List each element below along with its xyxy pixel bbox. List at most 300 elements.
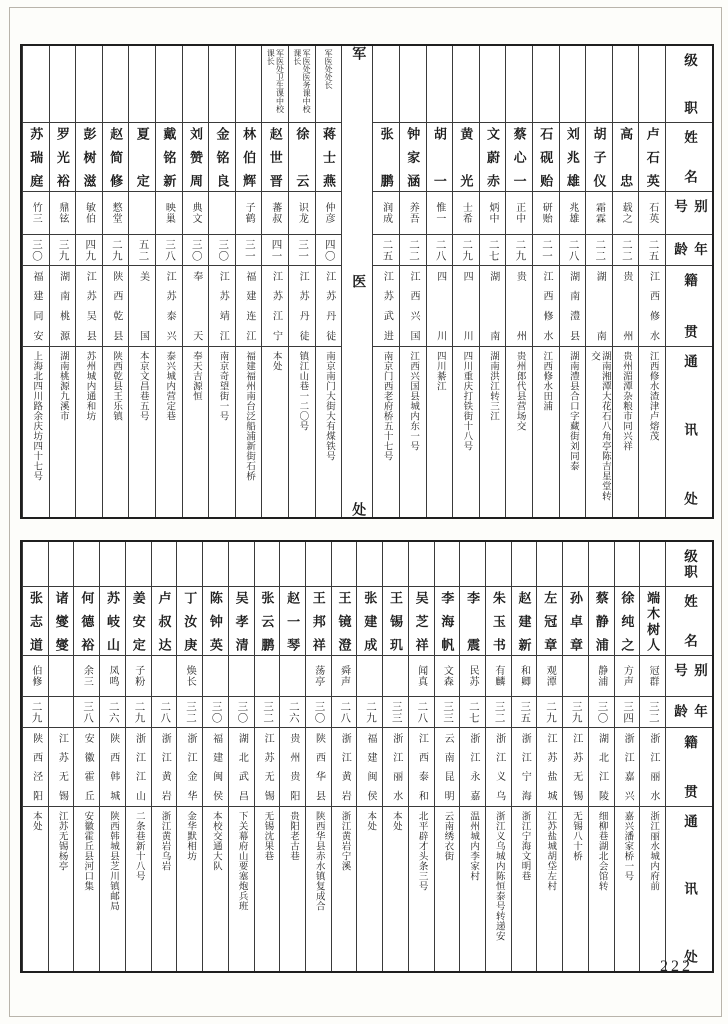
origin-value: 湖北武昌 [236,733,248,801]
address-value: 细柳巷湖北会馆转 [596,811,607,891]
address-cell [129,346,155,513]
age-cell [639,234,665,265]
address-value: 浙江黄岩宁溪 [339,811,350,871]
address-value: 本处 [270,351,281,371]
address-cell [400,346,426,513]
name-cell [177,586,202,655]
header-alias-cell [666,655,712,696]
name-cell [100,586,125,655]
name-value: 诸燮燮 [53,591,69,651]
name-value: 赵一琴 [285,591,301,651]
name-cell [152,586,177,655]
name-cell [639,122,665,191]
origin-cell [400,265,426,346]
person-column [485,542,511,971]
rank-cell [76,46,102,122]
name-value: 端木树人 [645,591,661,651]
origin-cell [512,727,537,806]
person-column [479,46,506,517]
name-value: 石砚贻 [538,127,554,187]
person-column [49,46,76,517]
age-value: 三〇 [313,701,325,723]
age-value: 三〇 [217,239,229,261]
address-value: 浙江丽水城内府前 [648,811,659,891]
age-value: 三一 [297,239,309,261]
address-cell [280,806,305,971]
age-value: 二二 [594,239,606,261]
alias-value: 凤鸣 [107,665,119,687]
person-column [639,542,665,971]
rank-cell [373,46,399,122]
rank-cell [129,46,155,122]
person-column [562,542,588,971]
origin-value: 浙江丽水 [647,733,659,801]
alias-cell [209,191,235,234]
alias-value: 文森 [441,665,453,687]
header-column [665,542,712,971]
origin-cell [427,265,453,346]
address-cell [512,806,537,971]
address-cell [177,806,202,971]
alias-cell [400,191,426,234]
address-value: 贵州湄潭杂粮市同兴祥 [621,351,632,451]
name-value: 蒋士燕 [320,127,336,187]
origin-value: 浙江永嘉 [467,733,479,801]
origin-cell [129,265,155,346]
origin-cell [289,265,315,346]
header-rank-cell [666,542,712,586]
alias-cell [615,655,640,696]
address-value: 湖南洪江转三江 [488,351,498,421]
age-cell [613,234,639,265]
origin-value: 四川 [434,271,446,341]
address-cell [236,346,262,513]
origin-value: 江西修水 [647,271,659,341]
person-column [288,46,315,517]
name-cell [262,122,288,191]
origin-value: 江苏丹徒 [297,271,309,341]
header-origin-cell [666,727,712,806]
person-column [315,46,342,517]
name-value: 林伯辉 [241,127,257,187]
address-cell [289,346,315,513]
rank-cell [533,46,559,122]
age-cell [537,696,562,727]
address-value: 本处 [30,811,41,831]
origin-cell [23,265,49,346]
person-column [99,542,125,971]
alias-value: 舜声 [338,665,350,687]
person-column [208,46,235,517]
origin-value: 江苏江宁 [270,271,282,341]
address-value: 四川重庆打铁街十八号 [461,351,472,451]
age-cell [23,234,49,265]
address-value: 本处 [365,811,376,831]
alias-cell [357,655,382,696]
origin-value: 美国 [137,271,149,341]
address-cell [640,806,665,971]
alias-value: 映巢 [163,202,175,224]
name-cell [289,122,315,191]
alias-cell [76,191,102,234]
address-cell [373,346,399,513]
section-column [341,46,372,517]
name-value: 苏岐山 [105,591,121,651]
age-value: 二九 [545,701,557,723]
age-cell [512,696,537,727]
age-value: 三八 [164,239,176,261]
name-cell [23,122,49,191]
person-column [125,542,151,971]
alias-cell [316,191,342,234]
address-cell [563,806,588,971]
person-column [102,46,129,517]
rank-cell [589,542,614,586]
person-column [559,46,586,517]
origin-value: 奉天 [190,271,202,341]
alias-cell [306,655,331,696]
address-cell [183,346,209,513]
alias-cell [236,191,262,234]
person-column [408,542,434,971]
alias-cell [103,191,129,234]
alias-value: 研贻 [540,202,552,224]
alias-cell [639,191,665,234]
address-cell [639,346,665,513]
header-address-label: 通讯处 [682,354,697,506]
roster-table-top [20,44,714,519]
age-cell [76,234,102,265]
name-value: 张建成 [362,591,378,651]
rank-cell [453,46,479,122]
origin-value: 四川 [461,271,473,341]
name-cell [126,586,151,655]
origin-cell [183,265,209,346]
origin-value: 陕西泾阳 [30,733,42,801]
age-cell [280,696,305,727]
address-cell [255,806,280,971]
origin-value: 陕西韩城 [107,733,119,801]
origin-cell [23,727,48,806]
alias-cell [537,655,562,696]
age-value: 四〇 [323,239,335,261]
age-cell [74,696,99,727]
name-value: 金铭良 [214,127,230,187]
address-cell [203,806,228,971]
alias-value: 伯修 [29,665,41,687]
address-cell [126,806,151,971]
address-cell [486,806,511,971]
person-column [612,46,639,517]
alias-cell [613,191,639,234]
origin-value: 浙江金华 [184,733,196,801]
origin-value: 江苏无锡 [56,733,68,801]
address-value: 四川綦江 [434,351,445,391]
alias-cell [229,655,254,696]
age-value: 二八 [416,701,428,723]
origin-cell [373,265,399,346]
origin-cell [460,727,485,806]
name-cell [373,122,399,191]
origin-cell [177,727,202,806]
age-cell [533,234,559,265]
origin-value: 安徽霍丘 [82,733,94,801]
age-value: 三〇 [190,239,202,261]
name-cell [589,586,614,655]
address-value: 本处 [390,811,401,831]
name-cell [280,586,305,655]
name-value: 何德裕 [79,591,95,651]
name-value: 彭树滋 [81,127,97,187]
origin-cell [209,265,235,346]
address-value: 温州城内李家村 [468,811,479,881]
age-cell [177,696,202,727]
address-value: 福建福州南台泛船浦新街石桥 [244,351,255,481]
rank-cell [306,542,331,586]
origin-value: 江西兴国 [407,271,419,341]
age-value: 二九 [133,701,145,723]
rank-cell [289,46,315,122]
age-value: 二八 [434,239,446,261]
age-value: 三九 [570,701,582,723]
origin-value: 浙江丽水 [390,733,402,801]
age-cell [589,696,614,727]
age-value: 二九 [461,239,473,261]
name-cell [229,586,254,655]
age-value: 二六 [107,701,119,723]
rank-cell [409,542,434,586]
address-cell [357,806,382,971]
address-value: 无锡八十桥 [570,811,581,861]
alias-value: 荡亭 [312,665,324,687]
name-cell [480,122,506,191]
header-origin-cell [666,265,712,346]
section-label: 军医处 [350,46,366,518]
origin-value: 湖南澧县 [567,271,579,341]
header-address-cell [666,806,712,971]
origin-cell [563,727,588,806]
rank-cell [236,46,262,122]
person-column [235,46,262,517]
person-column [22,46,49,517]
alias-value: 子粉 [132,665,144,687]
age-value: 二二 [620,239,632,261]
origin-value: 江西泰和 [416,733,428,801]
alias-cell [589,655,614,696]
age-cell [229,696,254,727]
rank-cell [435,542,460,586]
alias-cell [506,191,532,234]
alias-cell [126,655,151,696]
origin-value: 贵州 [620,271,632,341]
person-column [452,46,479,517]
name-cell [103,122,129,191]
alias-cell [183,191,209,234]
name-cell [316,122,342,191]
address-value: 江西兴国县城内东一号 [408,351,419,451]
rank-value: 军医处卫生课中校课长 [266,49,285,113]
age-value: 三二 [262,701,274,723]
origin-value: 江苏武进 [381,271,393,341]
address-cell [453,346,479,513]
alias-cell [640,655,665,696]
person-column [382,542,408,971]
origin-cell [639,265,665,346]
name-cell [332,586,357,655]
address-value: 无锡沈果巷 [262,811,273,861]
rank-cell [229,542,254,586]
age-value: 三〇 [596,701,608,723]
origin-cell [506,265,532,346]
rank-cell [486,542,511,586]
rank-cell [316,46,342,122]
rank-cell [640,542,665,586]
origin-cell [156,265,182,346]
address-cell [613,346,639,513]
rank-cell [262,46,288,122]
person-column [254,542,280,971]
name-cell [23,586,48,655]
person-column [182,46,209,517]
origin-value: 陕西华县 [313,733,325,801]
origin-cell [533,265,559,346]
age-cell [49,696,74,727]
address-value: 贵州郎代县营场交 [514,351,525,431]
alias-value: 养吾 [407,202,419,224]
age-value: 二八 [159,701,171,723]
address-cell [209,346,235,513]
address-value: 江苏盐城胡垈左村 [545,811,556,891]
rank-cell [613,46,639,122]
address-value: 湖南湘潭大花石八角亭陈吉星堂转交 [588,351,610,501]
person-column [228,542,254,971]
rank-cell [537,542,562,586]
name-value: 卢叔达 [156,591,172,651]
age-value: 二九 [514,239,526,261]
alias-cell [280,655,305,696]
name-cell [49,586,74,655]
person-column [532,46,559,517]
alias-cell [480,191,506,234]
age-value: 二五 [381,239,393,261]
alias-value: 仲彦 [322,202,334,224]
rank-cell [50,46,76,122]
name-cell [50,122,76,191]
age-cell [453,234,479,265]
origin-value: 贵州贵阳 [287,733,299,801]
header-name-cell [666,122,712,191]
age-value: 二二 [407,239,419,261]
address-value: 本校交通大队 [210,811,221,871]
person-column [511,542,537,971]
origin-cell [280,727,305,806]
name-cell [427,122,453,191]
name-value: 王锡玑 [387,591,403,651]
person-column [202,542,228,971]
alias-cell [560,191,586,234]
age-value: 三三 [390,701,402,723]
age-value: 三八 [82,701,94,723]
name-cell [586,122,612,191]
alias-value: 兆雄 [566,202,578,224]
origin-value: 福建闽侯 [364,733,376,801]
name-value: 李震 [465,591,481,651]
name-value: 左冠章 [542,591,558,651]
name-value: 高忠 [618,127,634,187]
header-rank-label: 级职 [682,549,697,579]
name-value: 张志道 [27,591,43,651]
name-value: 赵简修 [108,127,124,187]
name-cell [255,586,280,655]
name-cell [156,122,182,191]
origin-value: 浙江义乌 [493,733,505,801]
alias-cell [23,191,49,234]
age-value: 三三 [442,701,454,723]
name-value: 蔡心一 [511,127,527,187]
address-cell [409,806,434,971]
age-value: 三二 [493,701,505,723]
rank-cell [280,542,305,586]
alias-value: 憗堂 [110,202,122,224]
rank-cell [560,46,586,122]
person-column [48,542,74,971]
age-value: 三九 [57,239,69,261]
name-cell [76,122,102,191]
origin-value: 江苏无锡 [570,733,582,801]
origin-cell [103,265,129,346]
origin-value: 江西修水 [541,271,552,341]
address-value: 本京文昌巷五号 [137,351,148,421]
header-alias-label: 别号 [672,199,707,214]
origin-cell [435,727,460,806]
alias-cell [74,655,99,696]
alias-value: 正中 [513,202,525,224]
rank-cell [400,46,426,122]
age-value: 二六 [287,701,299,723]
address-cell [537,806,562,971]
age-cell [357,696,382,727]
header-alias-label: 别号 [672,663,707,678]
alias-cell [262,191,288,234]
address-cell [262,346,288,513]
age-cell [100,696,125,727]
alias-value: 敏伯 [83,202,95,224]
name-cell [129,122,155,191]
age-cell [50,234,76,265]
address-value: 二条巷新十八号 [133,811,144,881]
origin-value: 江苏吴县 [84,271,96,341]
age-value: 三二 [647,701,659,723]
person-column [459,542,485,971]
origin-value: 湖北江陵 [596,733,608,801]
origin-cell [480,265,506,346]
name-value: 陈钟英 [207,591,223,651]
address-cell [306,806,331,971]
address-cell [156,346,182,513]
alias-value: 竹三 [30,202,42,224]
address-value: 陕西韩城县芝川镇邮局 [108,811,118,911]
age-cell [103,234,129,265]
person-column [585,46,612,517]
origin-cell [357,727,382,806]
origin-cell [615,727,640,806]
name-value: 夏定 [134,127,150,187]
rank-cell [383,542,408,586]
age-cell [209,234,235,265]
address-cell [615,806,640,971]
alias-cell [50,191,76,234]
age-cell [236,234,262,265]
